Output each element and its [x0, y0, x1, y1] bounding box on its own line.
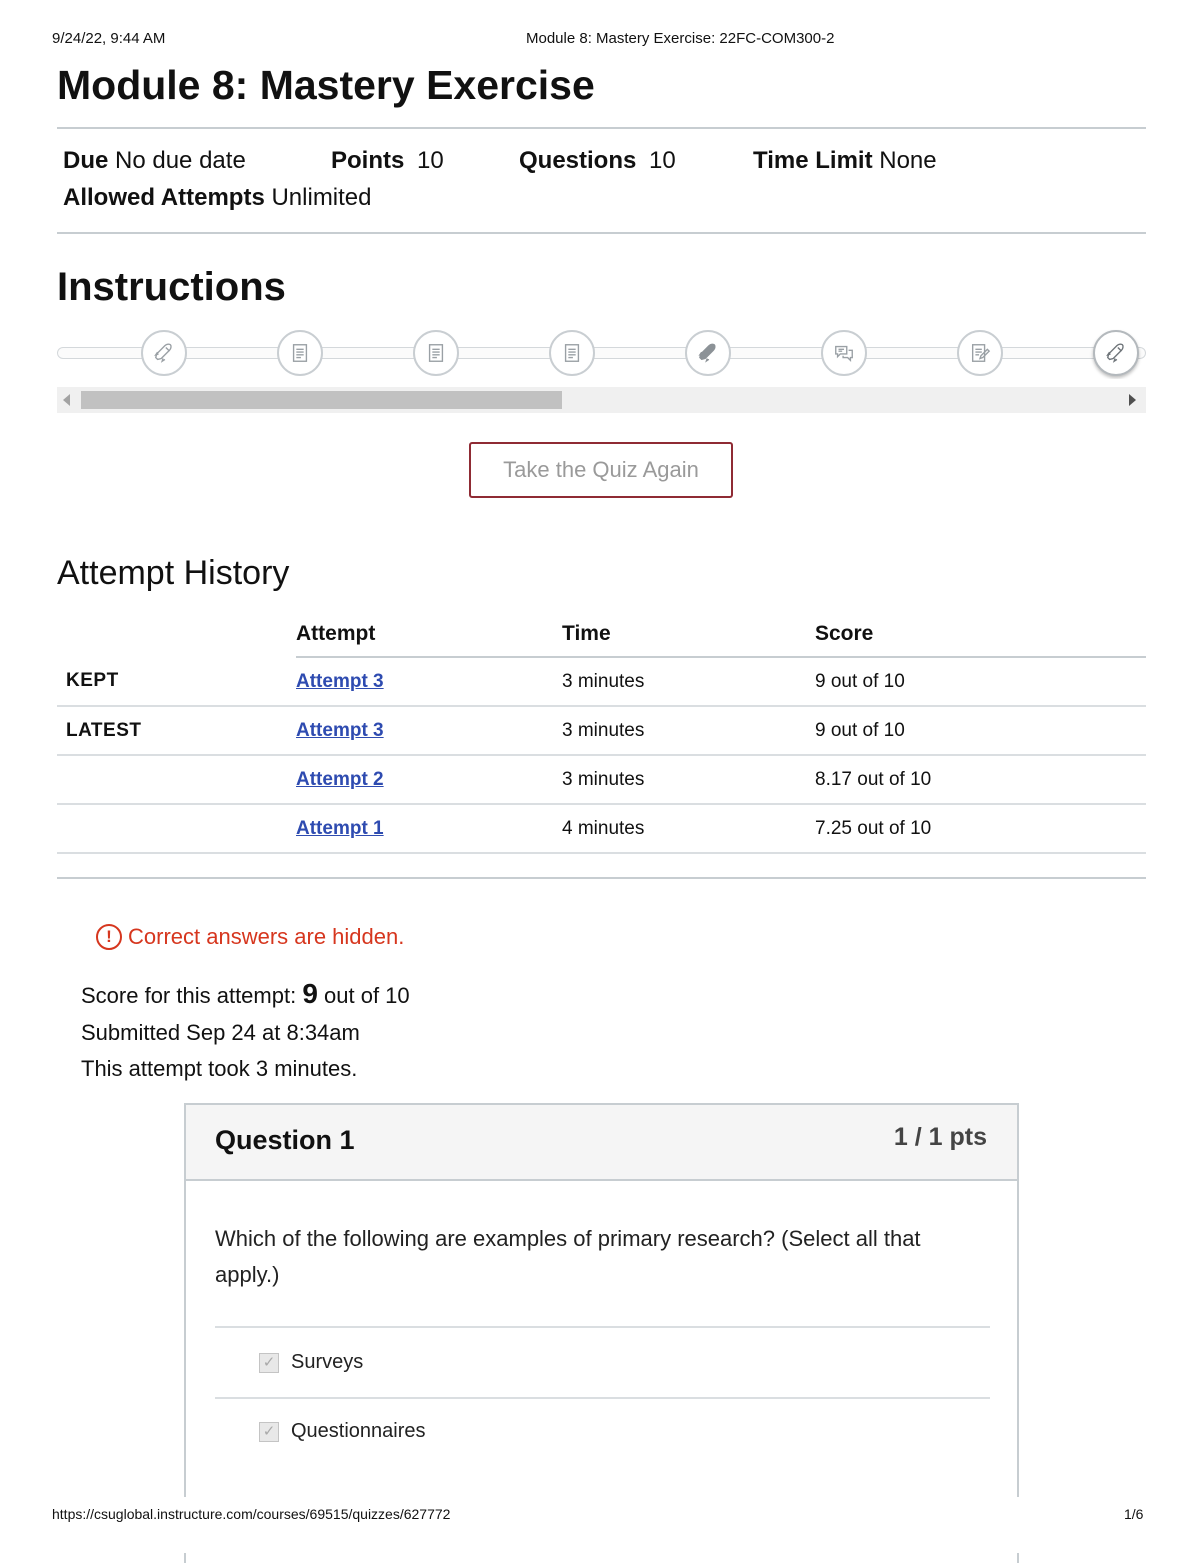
- attempt-status: LATEST: [57, 706, 296, 755]
- question-card: [184, 1103, 1019, 1563]
- nav-item-5[interactable]: [685, 330, 731, 376]
- time-cell: 3 minutes: [562, 755, 815, 804]
- points-label: Points: [331, 147, 405, 174]
- status-column-header: [57, 612, 296, 657]
- nav-item-8-current[interactable]: [1093, 330, 1139, 376]
- due-label: Due: [63, 147, 109, 174]
- print-url: https://csuglobal.instructure.com/courses/69515/quizzes/627772: [52, 1506, 451, 1522]
- submitted-time: Submitted Sep 24 at 8:34am: [81, 1020, 360, 1045]
- rocket-filled-icon: [697, 342, 719, 364]
- attempt-history-heading: Attempt History: [57, 554, 290, 592]
- scroll-right-arrow-icon[interactable]: [1129, 394, 1136, 406]
- attempts-label: Allowed Attempts: [63, 184, 265, 211]
- table-row: [57, 755, 1146, 804]
- question-header: [186, 1105, 1017, 1181]
- score-suffix: out of 10: [324, 983, 410, 1008]
- answer-divider: [215, 1397, 990, 1399]
- attempt-status: [57, 755, 296, 804]
- answer-divider: [215, 1326, 990, 1328]
- divider: [57, 877, 1146, 879]
- due-info: [63, 147, 246, 175]
- divider: [57, 127, 1146, 129]
- time-limit-label: Time Limit: [753, 147, 873, 174]
- answers-hidden-notice: [96, 924, 404, 950]
- time-cell: 3 minutes: [562, 657, 815, 706]
- attempt-cell: [296, 657, 562, 706]
- points-info: [331, 147, 444, 175]
- due-value: No due date: [115, 147, 246, 174]
- document-icon: [425, 342, 447, 364]
- time-limit-value: None: [879, 147, 937, 174]
- question-points: 1 / 1 pts: [893, 1123, 987, 1151]
- time-limit-info: [753, 147, 937, 175]
- nav-item-1[interactable]: [141, 330, 187, 376]
- horizontal-scrollbar[interactable]: [57, 387, 1146, 413]
- score-column-header: Score: [815, 612, 1146, 657]
- score-cell: 9 out of 10: [815, 657, 1146, 706]
- time-column-header: Time: [562, 612, 815, 657]
- points-value: 10: [417, 147, 444, 174]
- time-cell: 3 minutes: [562, 706, 815, 755]
- question-title: Question 1: [215, 1125, 355, 1155]
- score-cell: 7.25 out of 10: [815, 804, 1146, 853]
- attempt-cell: [296, 804, 562, 853]
- instructions-heading: Instructions: [57, 265, 286, 309]
- nav-item-4[interactable]: [549, 330, 595, 376]
- attempt-history-table: [57, 612, 1146, 854]
- nav-item-3[interactable]: [413, 330, 459, 376]
- table-row: [57, 657, 1146, 706]
- discussion-icon: [833, 342, 855, 364]
- divider: [57, 232, 1146, 234]
- attempt-duration: This attempt took 3 minutes.: [81, 1056, 358, 1081]
- document-icon: [289, 342, 311, 364]
- print-page-number: 1/6: [1124, 1506, 1144, 1522]
- questions-label: Questions: [519, 147, 637, 174]
- take-quiz-again-button[interactable]: Take the Quiz Again: [469, 442, 733, 498]
- print-date: 9/24/22, 9:44 AM: [52, 30, 166, 47]
- questions-value: 10: [649, 147, 676, 174]
- attempt-cell: [296, 755, 562, 804]
- table-header-row: [57, 612, 1146, 657]
- nav-item-7[interactable]: [957, 330, 1003, 376]
- nav-item-6[interactable]: [821, 330, 867, 376]
- question-text: Which of the following are examples of primary research? (Select all that apply.): [215, 1226, 921, 1287]
- answer-option: [259, 1351, 363, 1374]
- answer-label: Questionnaires: [291, 1420, 426, 1442]
- answers-hidden-text: Correct answers are hidden.: [128, 924, 405, 949]
- time-cell: 4 minutes: [562, 804, 815, 853]
- attempt-link[interactable]: Attempt 3: [296, 719, 384, 741]
- score-cell: 9 out of 10: [815, 706, 1146, 755]
- attempt-link[interactable]: Attempt 1: [296, 817, 384, 839]
- answer-label: Surveys: [291, 1351, 364, 1373]
- answer-option: [259, 1420, 426, 1443]
- score-cell: 8.17 out of 10: [815, 755, 1146, 804]
- attempt-link[interactable]: Attempt 3: [296, 670, 384, 692]
- attempt-status: KEPT: [57, 657, 296, 706]
- nav-item-2[interactable]: [277, 330, 323, 376]
- rocket-icon: [1105, 342, 1127, 364]
- attempt-column-header: Attempt: [296, 612, 562, 657]
- attempt-status: [57, 804, 296, 853]
- page-title: Module 8: Mastery Exercise: [57, 62, 595, 108]
- table-row: [57, 804, 1146, 853]
- attempt-score-line: [81, 978, 410, 1010]
- attempts-value: Unlimited: [271, 184, 372, 211]
- warning-icon: !: [96, 924, 122, 950]
- attempt-cell: [296, 706, 562, 755]
- scroll-left-arrow-icon[interactable]: [63, 394, 70, 406]
- table-row: [57, 706, 1146, 755]
- attempt-link[interactable]: Attempt 2: [296, 768, 384, 790]
- questions-info: [519, 147, 676, 175]
- checkbox-checked-icon[interactable]: ✓: [259, 1422, 279, 1442]
- module-nav-strip: [57, 329, 1146, 379]
- print-page-title: Module 8: Mastery Exercise: 22FC-COM300-2: [526, 30, 835, 47]
- score-prefix: Score for this attempt:: [81, 983, 297, 1008]
- allowed-attempts-info: [63, 184, 372, 212]
- checkbox-checked-icon[interactable]: ✓: [259, 1353, 279, 1373]
- score-value: 9: [302, 978, 318, 1009]
- assignment-icon: [969, 342, 991, 364]
- document-icon: [561, 342, 583, 364]
- scrollbar-thumb[interactable]: [81, 391, 562, 409]
- rocket-icon: [153, 342, 175, 364]
